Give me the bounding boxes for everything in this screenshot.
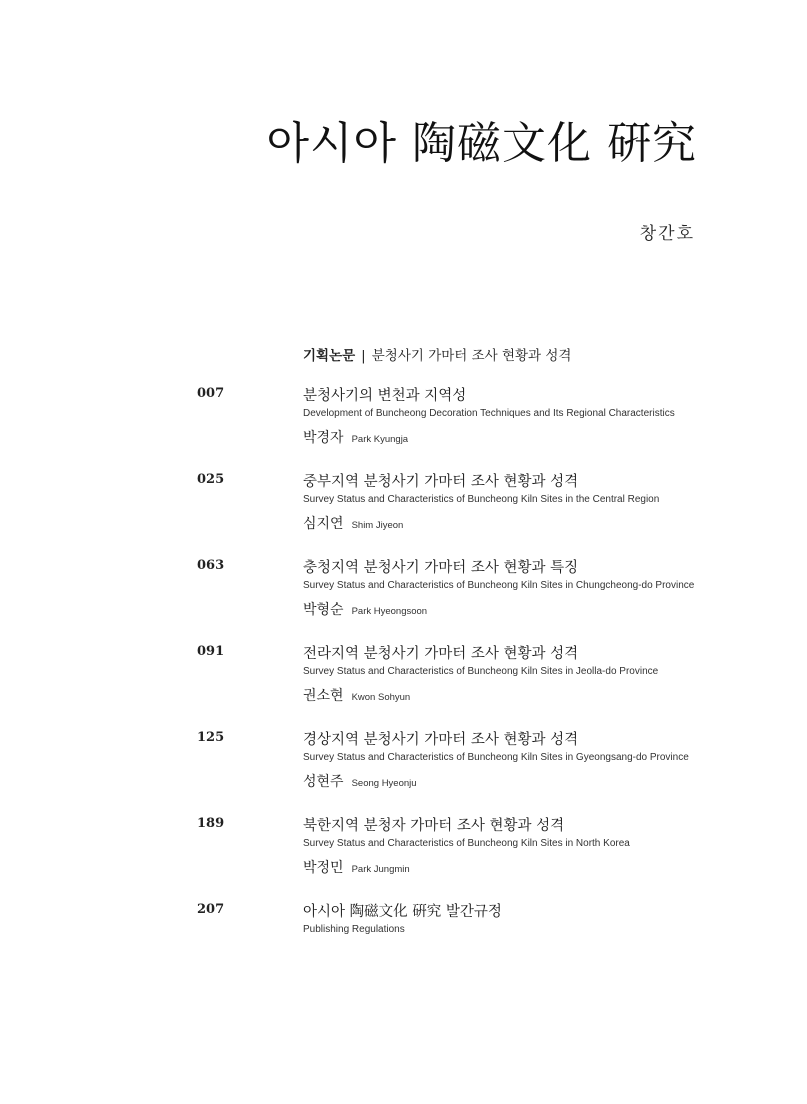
toc-page-number: 063 [197, 558, 225, 573]
toc-page-number: 125 [197, 730, 225, 745]
toc-entry[interactable] [0, 384, 807, 464]
toc-title-en: Development of Buncheong Decoration Techniques and Its Regional Characteristics [303, 408, 675, 419]
toc-title-ko[interactable]: 충청지역 분청사기 가마터 조사 현황과 특징 [303, 560, 579, 576]
toc-title-ko[interactable]: 전라지역 분청사기 가마터 조사 현황과 성격 [303, 646, 579, 662]
toc-page-number: 207 [197, 902, 225, 917]
toc-entry[interactable] [0, 900, 807, 980]
toc-author [303, 513, 403, 533]
toc-entry[interactable] [0, 642, 807, 722]
toc-entry[interactable] [0, 556, 807, 636]
toc-author-en: Shim Jiyeon [351, 520, 404, 531]
toc-title-ko[interactable]: 아시아 陶磁文化 硏究 발간규정 [303, 904, 502, 920]
toc-author-ko: 심지연 [303, 516, 344, 532]
toc-title-ko[interactable]: 경상지역 분청사기 가마터 조사 현황과 성격 [303, 732, 579, 748]
special-section-tag: 기획논문 [303, 348, 356, 364]
toc-title-en: Survey Status and Characteristics of Buncheong Kiln Sites in North Korea [303, 838, 630, 849]
toc-title-en: Survey Status and Characteristics of Buncheong Kiln Sites in Gyeongsang-do Province [303, 752, 689, 763]
toc-page-number: 025 [197, 472, 225, 487]
toc-author-ko: 권소현 [303, 688, 344, 704]
special-section-header [303, 344, 571, 364]
toc-author-ko: 박정민 [303, 860, 344, 876]
special-section-separator: | [361, 348, 366, 364]
toc-author-en: Park Kyungja [351, 434, 409, 445]
toc-author-en: Kwon Sohyun [351, 692, 411, 703]
toc-entry[interactable] [0, 814, 807, 894]
toc-author-ko: 성현주 [303, 774, 344, 790]
issue-label: 창간호 [639, 224, 695, 244]
special-section-title: 분청사기 가마터 조사 현황과 성격 [371, 348, 572, 364]
toc-title-ko[interactable]: 분청사기의 변천과 지역성 [303, 388, 467, 404]
toc-author [303, 771, 417, 791]
toc-author-en: Park Jungmin [351, 864, 410, 875]
toc-title-en: Publishing Regulations [303, 924, 405, 935]
toc-page-number: 189 [197, 816, 225, 831]
toc-title-ko[interactable]: 중부지역 분청사기 가마터 조사 현황과 성격 [303, 474, 579, 490]
toc-title-en: Survey Status and Characteristics of Buncheong Kiln Sites in Jeolla-do Province [303, 666, 659, 677]
toc-author [303, 427, 408, 447]
toc-title-en: Survey Status and Characteristics of Buncheong Kiln Sites in the Central Region [303, 494, 660, 505]
toc-author-ko: 박형순 [303, 602, 344, 618]
toc-author [303, 599, 427, 619]
toc-author [303, 857, 410, 877]
toc-author-en: Seong Hyeonju [351, 778, 417, 789]
toc-author [303, 685, 410, 705]
toc-page-number: 091 [197, 644, 225, 659]
toc-title-en: Survey Status and Characteristics of Buncheong Kiln Sites in Chungcheong-do Province [303, 580, 695, 591]
toc-entry[interactable] [0, 470, 807, 550]
toc-entry[interactable] [0, 728, 807, 808]
journal-title: 아시아 陶磁文化 硏究 [266, 118, 697, 169]
toc-author-en: Park Hyeongsoon [351, 606, 428, 617]
toc-page-number: 007 [197, 386, 225, 401]
toc-title-ko[interactable]: 북한지역 분청자 가마터 조사 현황과 성격 [303, 818, 565, 834]
toc-author-ko: 박경자 [303, 430, 344, 446]
